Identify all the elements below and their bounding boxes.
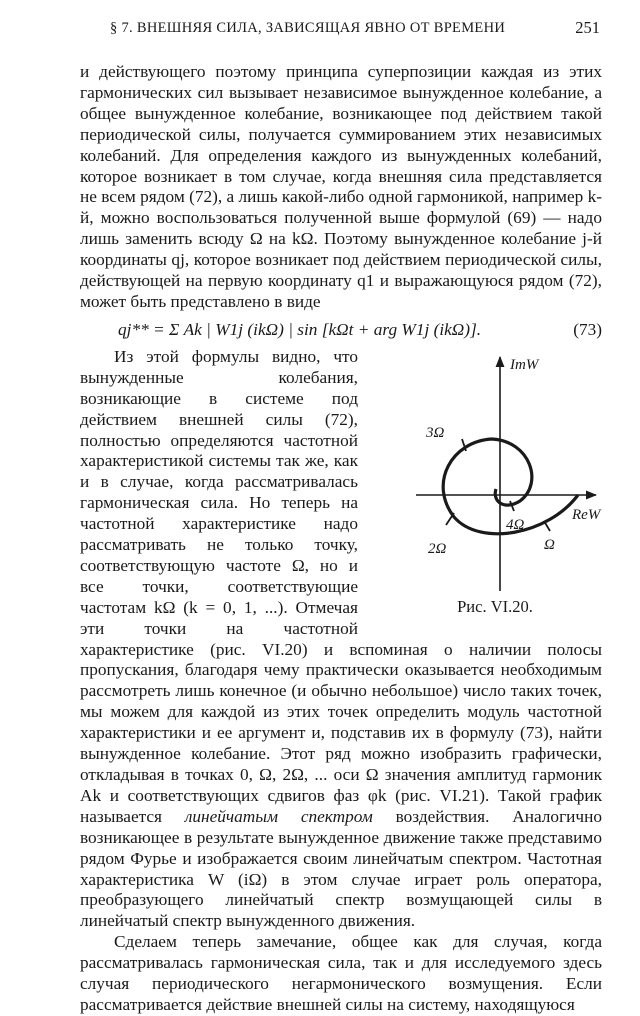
mark-2-omega: 2Ω: [428, 540, 447, 557]
running-header: [82, 16, 600, 38]
paragraph-2: [80, 347, 602, 932]
paragraph-2-end: воздействия. Аналогично возникающее в результате вынужденное движение также представимо рядом Фурье и изображается своим линейчатым спектром. Частотная характеристика W (iΩ) в этом случае играет роль оператора, преобразующего линейчатый спектр возмущающей силы в линейчатый спектр вынужденного движения.: [80, 806, 602, 931]
page-body: [80, 62, 602, 1016]
mark-omega: Ω: [544, 536, 555, 553]
figure-caption: Рис. VI.20.: [457, 596, 533, 616]
mark-4-omega: 4Ω: [506, 516, 525, 533]
mark-3-omega: 3Ω: [426, 424, 445, 441]
frequency-response-diagram: [368, 351, 606, 601]
paragraph-1: и действующего поэтому принципа суперпозиции каждая из этих гармонических сил вызывает независимое вынужденное колебание, а общее вынужденное колебание, возникающее под действием такой периодической силы, получается суммированием этих независимых колебаний. Для определения каждого из вынужденных колебаний, которое возникает в том случае, когда внешняя сила представляется не всем рядом (72), а лишь какой-либо одной гармоникой, например k-й, можно воспользоваться полученной выше формулой (69) — надо лишь заменить всюду Ω на kΩ. Поэтому вынужденное колебание j-й координаты qj, которое возникает под действием периодической силы, действующей на первую координату q1 и выражающуюся рядом (72), может быть представлено в виде: [80, 62, 602, 311]
paragraph-3: Сделаем теперь замечание, общее как для случая, когда рассматривалась гармоническая сила, так и для исследуемого здесь случая периодического негармонического возмущения. Если рассматривается действие внешней силы на систему, находящуюся: [80, 932, 602, 1014]
figure-vi-20: [368, 351, 606, 635]
paragraph-2-text: Из этой формулы видно, что вынужденные колебания, возникающие в системе под действием внешней силы (72), полностью определяются частотной характеристикой системы так же, как и в случае, когда рассматривалась гармоническая сила. Но теперь на частотной характеристике надо рассматривать не только точку, соответствующую частоте Ω, но и все точки, соответствующие частотам kΩ (k = 0, 1, ...). Отмечая эти точки на частотной характеристике (рис. VI.20) и вспоминая о наличии полосы пропускания, благодаря чему практически оказывается необходимым рассмотреть лишь конечное (и обычно небольшое) число таких точек, мы можем для каждой из этих точек определить модуль частотной характеристики и ее аргумент и, подставив их в формулу (73), найти вынужденное колебание. Этот ряд можно изобразить графически, откладывая в точках 0, Ω, 2Ω, ... оси Ω значения амплитуд гармоник Ak и соответствующих сдвигов фаз φk (рис. VI.21). Такой график называется: [80, 346, 602, 826]
running-title: § 7. ВНЕШНЯЯ СИЛА, ЗАВИСЯЩАЯ ЯВНО ОТ ВРЕМЕНИ: [110, 20, 506, 36]
term-line-spectrum: линейчатым спектром: [184, 806, 373, 826]
imag-axis-label: ImW: [510, 356, 539, 373]
formula-73: [80, 313, 602, 347]
page-number: 251: [575, 18, 600, 37]
real-axis-label: ReW: [572, 506, 601, 523]
formula-number: (73): [573, 319, 602, 339]
formula-expression: qj** = Σ Ak | W1j (ikΩ) | sin [kΩt + arg W1j (ikΩ)].: [118, 319, 482, 339]
